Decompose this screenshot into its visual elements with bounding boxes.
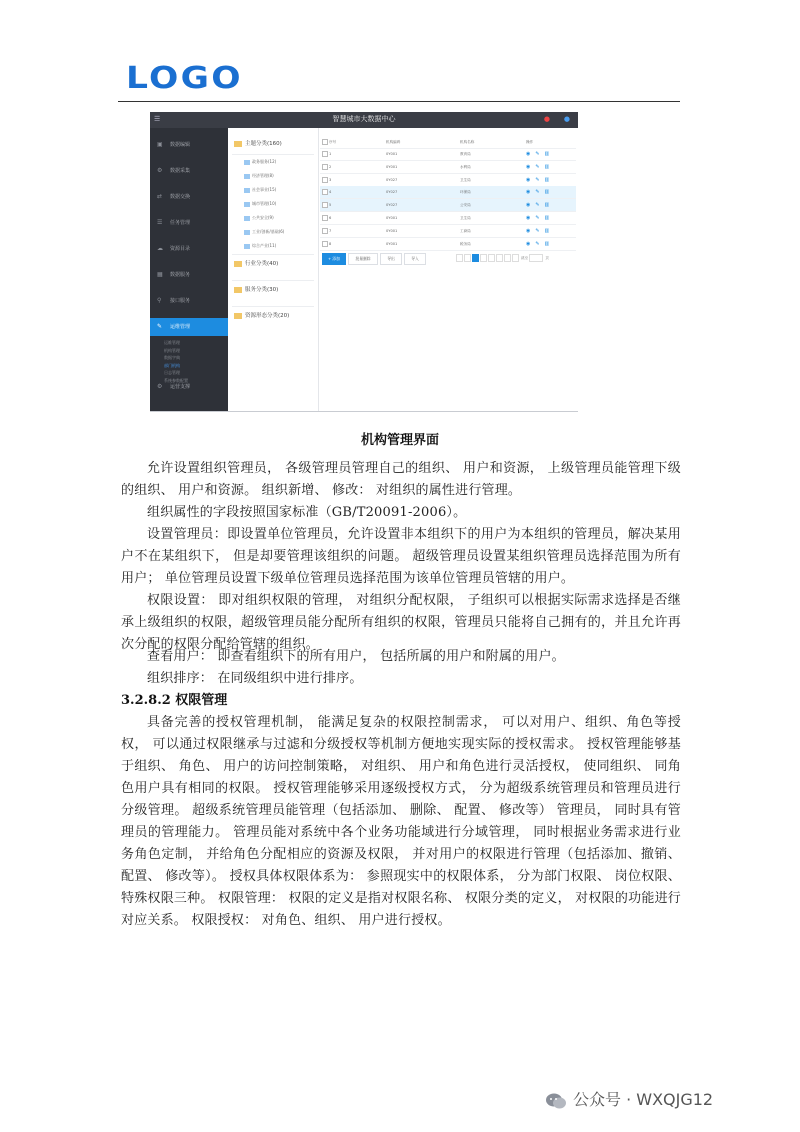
row-checkbox[interactable] — [322, 241, 328, 247]
tree-node[interactable]: 社会事业(15) — [244, 186, 314, 193]
tree-node[interactable]: 公共安全(9) — [244, 214, 314, 221]
sidebar-item[interactable] — [150, 214, 228, 232]
table-toolbar — [320, 253, 576, 265]
folder-icon — [244, 244, 250, 249]
sidebar-item-label: 数据采集 — [170, 168, 191, 174]
table-row[interactable]: 8 0Y001 税务局 ◉✎▥ — [320, 238, 576, 251]
wrench-icon: ✎ — [157, 323, 163, 330]
menu-icon[interactable]: ☰ — [154, 115, 161, 123]
folder-icon: ▣ — [157, 141, 163, 148]
logo: LOGO — [126, 61, 243, 96]
tree-group[interactable]: 资源形态分类(20) — [234, 312, 316, 320]
table-row[interactable]: 4 0Y027 环保局 ◉✎▥ — [320, 186, 576, 199]
table-row[interactable]: 2 0Y001 水利局 ◉✎▥ — [320, 161, 576, 174]
gear-icon: ⚙ — [157, 167, 163, 174]
row-actions[interactable]: ◉✎▥ — [526, 202, 555, 209]
sidebar-item[interactable] — [150, 188, 228, 206]
folder-icon — [234, 313, 242, 319]
row-actions[interactable]: ◉✎▥ — [526, 151, 555, 157]
row-checkbox[interactable] — [322, 177, 328, 183]
import-button[interactable]: 导入 — [404, 253, 426, 265]
paragraph: 允许设置组织管理员， 各级管理员管理自己的组织、 用户和资源， 上级管理员能管理下级的组织、 用户和资源。 组织新增、 修改： 对组织的属性进行管理。 — [121, 461, 681, 498]
row-actions[interactable]: ◉✎▥ — [526, 176, 555, 183]
swap-icon: ⇄ — [157, 193, 163, 200]
user-icon[interactable]: ● — [563, 115, 570, 123]
tree-group[interactable]: 行业分类(40) — [234, 260, 316, 268]
folder-icon — [244, 160, 250, 165]
paragraph: 具备完善的授权管理机制， 能满足复杂的权限控制需求， 可以对用户、组织、角色等授权， 可以通过权限继承与过滤和分级授权等机制方便地实现实际的授权需求。 授权管理能够基于组织、 角色、 用户的访问控制策略， 对组织、 用户和角色进行灵活授权， 使同组织、 同角色用户具有相同的权限。 授权管理能够采用逐级授权方式， 分为超级系统管理员和管理员进行分级管理。 超级系统管理员能管理（包括添加、 删除、 配置、 修改等） 管理员， 同时具有管理员的管理能力。 管理员能对系统中各个业务功能域进行分域管理， 同时根据业务需求进行业务角色定制， 并给角色分配相应的资源及权限， 并对用户的权限进行管理（包括添加、撤销、 配置、 修改等）。 授权具体权限体系为： 参照现实中的权限体系， 分为部门权限、 岗位权限、 特殊权限三种。 权限管理： 权限的定义是指对权限名称、 权限分类的定义， 对权限的功能进行对应关系。 权限授权： 对角色、组织、 用户进行授权。 — [121, 715, 681, 928]
table-row[interactable]: 7 0Y001 工商局 ◉✎▥ — [320, 225, 576, 238]
table-row[interactable]: 1 0Y001 教育局 ◉✎▥ — [320, 148, 576, 161]
sidebar-subitem[interactable]: 运维管理 — [164, 340, 180, 345]
app-sidebar — [150, 128, 228, 412]
sidebar-item-label: 运维管理 — [170, 324, 191, 330]
app-title: 智慧城市大数据中心 — [332, 115, 396, 123]
row-checkbox[interactable] — [322, 151, 328, 157]
folder-icon — [234, 261, 242, 267]
notification-icon[interactable]: ● — [543, 115, 550, 123]
paragraph: 权限设置： 即对组织权限的管理， 对组织分配权限， 子组织可以根据实际需求选择是否继承上级组织的权限，超级管理员能分配所有组织的权限，管理员只能将自己拥有的，并且允许再次分配的权限分配给管辖的组织。 — [121, 593, 681, 652]
sidebar-item[interactable] — [150, 292, 228, 310]
sidebar-item-label: 数据交换 — [170, 194, 191, 200]
row-checkbox[interactable] — [322, 164, 328, 170]
row-actions[interactable]: ◉✎▥ — [526, 189, 555, 196]
folder-icon — [244, 216, 250, 221]
sidebar-subitem[interactable]: 机构管理 — [164, 347, 180, 353]
sidebar-subitem[interactable]: 部门机构 — [164, 362, 180, 368]
sidebar-item[interactable] — [150, 318, 228, 336]
sidebar-item[interactable] — [150, 378, 228, 396]
sidebar-item-label: 接口服务 — [170, 298, 191, 304]
folder-icon — [244, 202, 250, 207]
cloud-icon: ☁ — [157, 245, 163, 252]
tree-group[interactable]: 服务分类(30) — [234, 286, 316, 294]
add-button[interactable]: + 添加 — [322, 253, 346, 265]
folder-icon — [244, 230, 250, 235]
section-heading: 3.2.8.2 权限管理 — [121, 693, 228, 708]
paragraph: 组织排序： 在同级组织中进行排序。 — [147, 671, 363, 686]
wechat-icon — [545, 1092, 567, 1110]
table-row[interactable]: 3 0Y027 卫生局 ◉✎▥ — [320, 174, 576, 187]
sidebar-item-label: 任务管理 — [170, 220, 191, 226]
table-row[interactable]: 6 0Y001 卫生局 ◉✎▥ — [320, 212, 576, 225]
tree-node[interactable]: 经济管理(8) — [244, 172, 314, 179]
paragraph: 查看用户： 即查看组织下的所有用户， 包括所属的用户和附属的用户。 — [147, 649, 565, 664]
sidebar-item[interactable] — [150, 240, 228, 258]
export-button[interactable]: 导出 — [380, 253, 402, 265]
sidebar-item-label: 数据编辑 — [170, 142, 191, 148]
app-top-bar — [150, 112, 578, 128]
row-actions[interactable]: ◉✎▥ — [526, 240, 555, 247]
sidebar-item-label: 运营支撑 — [170, 384, 191, 390]
batch-delete-button[interactable]: 批量删除 — [348, 253, 378, 265]
row-checkbox[interactable] — [322, 189, 328, 195]
tree-root[interactable]: 主题分类(160) — [234, 140, 316, 148]
header-divider — [118, 101, 680, 102]
sidebar-subitem[interactable]: 系统参数配置 — [164, 377, 188, 383]
row-checkbox[interactable] — [322, 215, 328, 221]
gear-icon: ⚙ — [157, 383, 163, 390]
figure-caption: 机构管理界面 — [360, 433, 439, 448]
row-actions[interactable]: ◉✎▥ — [526, 215, 555, 221]
embedded-screenshot — [150, 112, 578, 412]
table-row[interactable]: 5 0Y027 公安局 ◉✎▥ — [320, 199, 576, 212]
table-header: 序号 机构编码 机构名称 操作 — [320, 136, 576, 149]
tree-node[interactable]: 综合产业(11) — [244, 242, 314, 249]
folder-icon — [234, 287, 242, 293]
category-tree — [228, 128, 319, 412]
row-checkbox[interactable] — [322, 202, 328, 208]
row-actions[interactable]: ◉✎▥ — [526, 163, 555, 170]
tree-node[interactable]: 工业/创新/基础(6) — [244, 228, 314, 235]
sidebar-subitem[interactable]: 数据字典 — [164, 355, 180, 360]
folder-icon — [244, 188, 250, 193]
folder-icon — [244, 174, 250, 179]
row-checkbox[interactable] — [322, 228, 328, 234]
grid-icon: ▦ — [157, 271, 163, 278]
sidebar-item-label: 数据服务 — [170, 272, 191, 278]
watermark: 公众号 · WXQJG12 — [545, 1090, 713, 1110]
sidebar-item[interactable] — [150, 162, 228, 180]
pagination[interactable]: 跳至 页 — [456, 254, 549, 262]
row-actions[interactable]: ◉✎▥ — [526, 227, 555, 234]
paragraph: 组织属性的字段按照国家标准（GB/T20091-2006）。 — [147, 505, 467, 520]
sidebar-subitem[interactable]: 日志管理 — [164, 370, 180, 375]
paragraph: 设置管理员：即设置单位管理员，允许设置非本组织下的用户为本组织的管理员，解决某用户不在某组织下， 但是却要管理该组织的问题。 超级管理员设置某组织管理员选择范围为所有用户； 单位管理员设置下级单位管理员选择范围为该单位管理员管辖的用户。 — [121, 527, 681, 586]
plug-icon: ⚲ — [157, 297, 162, 304]
tree-node[interactable]: 政务服务(12) — [244, 158, 314, 165]
tree-node[interactable]: 城市管理(10) — [244, 200, 314, 207]
sidebar-item-label: 资源目录 — [170, 246, 191, 252]
folder-icon — [234, 141, 242, 147]
sidebar-item[interactable] — [150, 136, 228, 154]
sidebar-item[interactable] — [150, 266, 228, 284]
list-icon: ☰ — [157, 219, 163, 226]
